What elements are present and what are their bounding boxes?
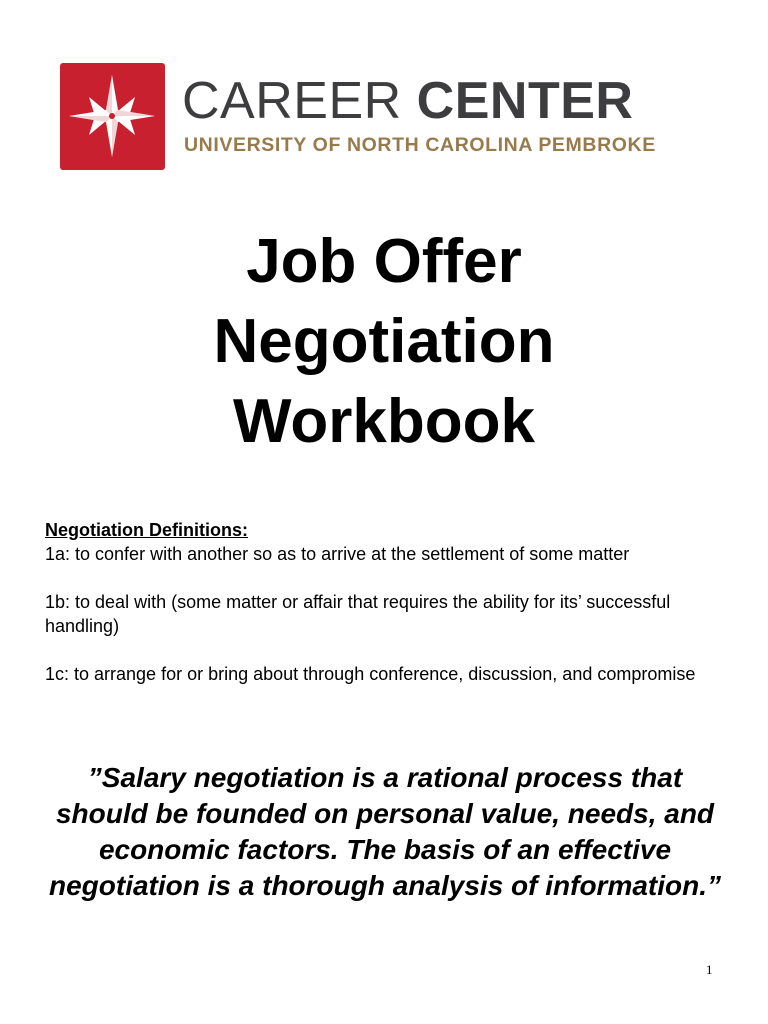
definition-1a: 1a: to confer with another so as to arrive at the settlement of some matter <box>45 544 630 564</box>
salary-quote: ”Salary negotiation is a rational process that should be founded on personal value, needs, and economic factors. The basis of an effective negotiation is a thorough analysis of information.” <box>48 762 722 901</box>
page-number: 1 <box>706 962 713 977</box>
definitions-heading: Negotiation Definitions: <box>45 520 248 540</box>
document-title <box>0 222 768 462</box>
definition-1c: 1c: to arrange for or bring about through conference, discussion, and compromise <box>45 664 696 684</box>
career-center-header <box>60 63 720 171</box>
title-line-2: Negotiation <box>213 307 555 376</box>
definition-1b: 1b: to deal with (some matter or affair that requires the ability for its’ successful handling) <box>45 592 671 636</box>
compass-star-icon <box>60 63 165 170</box>
brand-word-career: CAREER <box>182 72 402 130</box>
title-line-3: Workbook <box>233 387 535 456</box>
career-center-wordmark <box>182 71 633 131</box>
title-line-1: Job Offer <box>246 227 522 296</box>
negotiation-definitions <box>45 518 725 710</box>
brand-word-center: CENTER <box>416 72 634 130</box>
university-name: UNIVERSITY OF NORTH CAROLINA PEMBROKE <box>184 134 656 156</box>
